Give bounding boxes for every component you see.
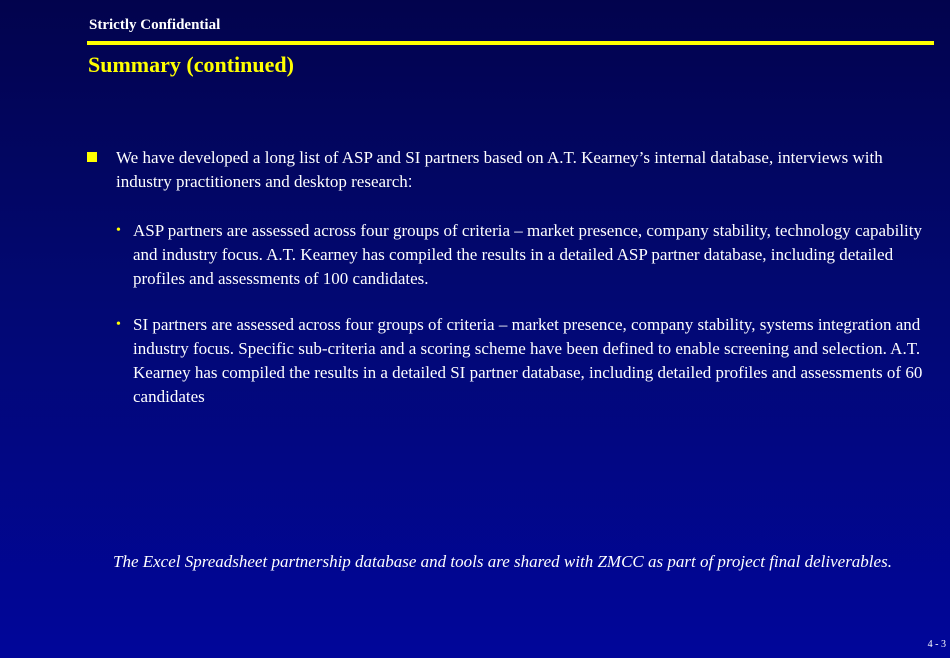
confidential-label: Strictly Confidential — [89, 17, 221, 33]
header-divider — [87, 41, 934, 45]
page-number: 4 - 3 — [927, 639, 946, 650]
sub-bullet-si: SI partners are assessed across four groups of criteria – market presence, company stability, systems integration and industry focus. Specific sub-criteria and a scoring scheme have been defined to enable screening and selection. A.T. Kearney has compiled the results in a detailed SI partner database, including detailed profiles and assessments of 60 candidates — [133, 315, 923, 406]
main-bullet-body: We have developed a long list of ASP and SI partners based on A.T. Kearney’s internal database, interviews with industry practitioners and desktop research — [116, 148, 883, 191]
dot-bullet-icon: • — [116, 317, 121, 332]
sub-bullet-asp: ASP partners are assessed across four groups of criteria – market presence, company stability, technology capability and industry focus. A.T. Kearney has compiled the results in a detailed ASP partner database, including detailed profiles and assessments of 100 candidates. — [133, 221, 922, 288]
main-bullet-text — [116, 146, 916, 194]
square-bullet-icon — [87, 152, 97, 162]
footnote: The Excel Spreadsheet partnership database and tools are shared with ZMCC as part of project final deliverables. — [113, 552, 892, 571]
slide-title: Summary (continued) — [88, 52, 294, 77]
main-bullet-colon: : — [407, 172, 413, 191]
dot-bullet-icon: • — [116, 223, 121, 238]
